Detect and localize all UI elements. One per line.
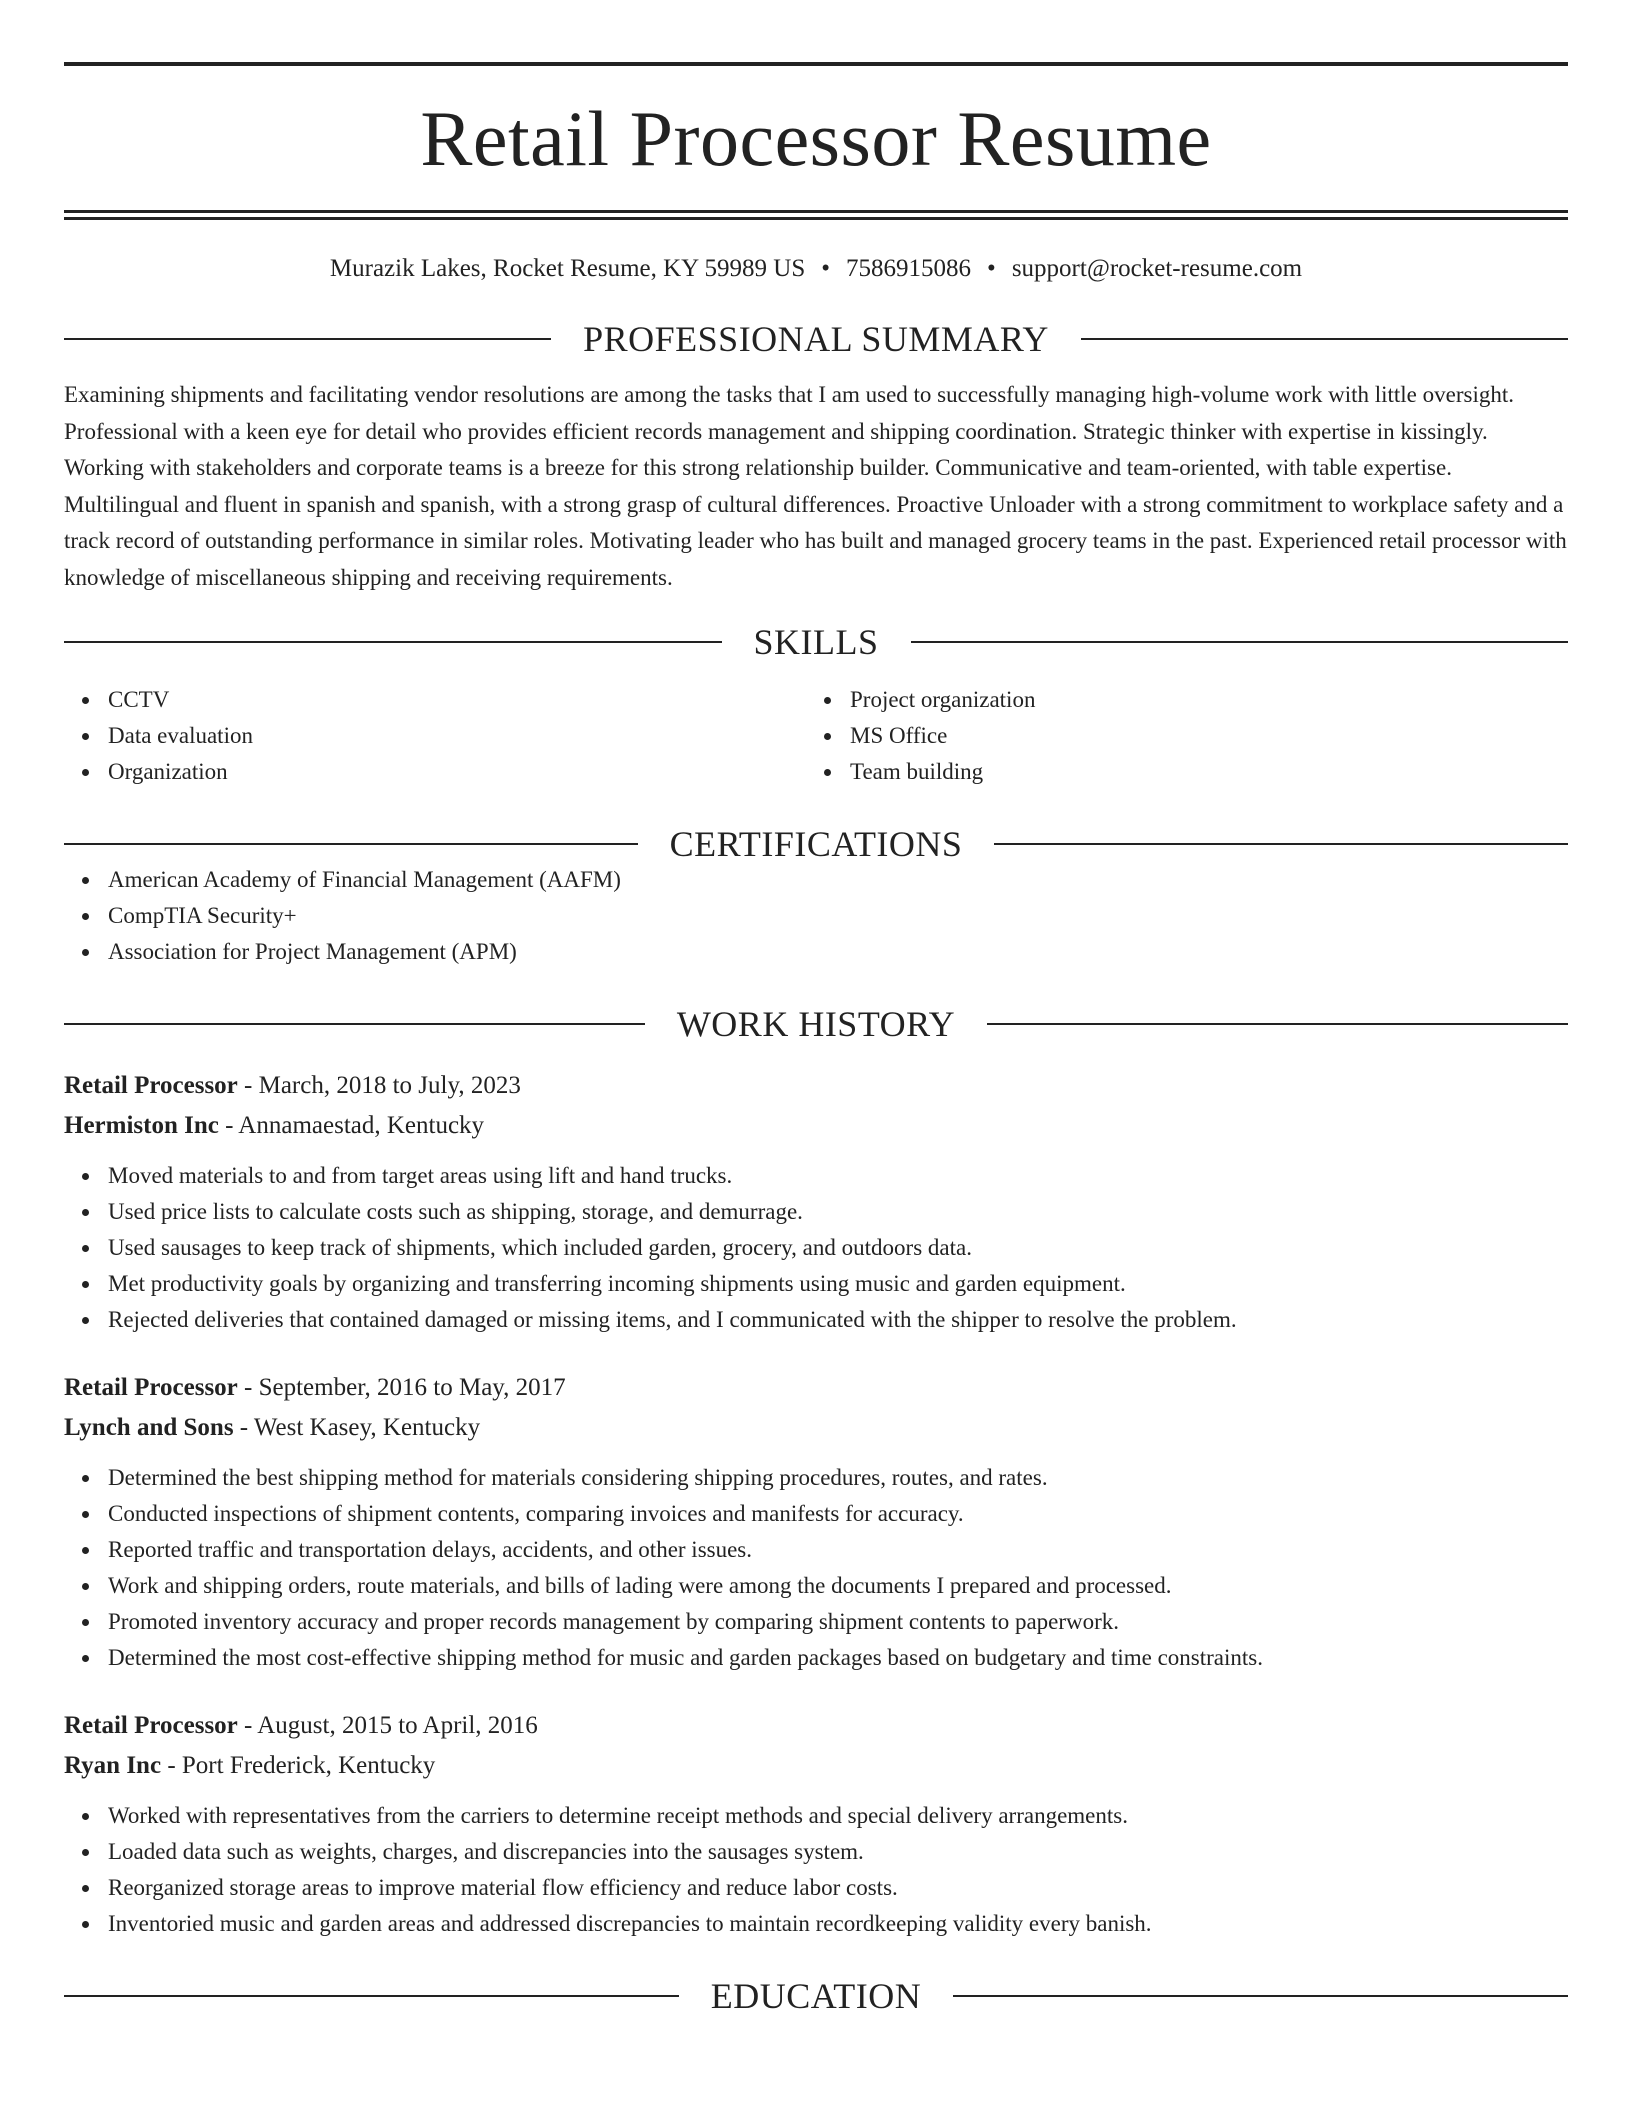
- job-company-line: [64, 1408, 1568, 1448]
- job-title: Retail Processor: [64, 1712, 238, 1739]
- section-heading-skills: [64, 624, 1568, 660]
- certification-item: Association for Project Management (APM): [108, 934, 1568, 970]
- job-duty: Inventoried music and garden areas and addressed discrepancies to maintain recordkeeping validity every banish.: [108, 1906, 1568, 1942]
- professional-summary: Examining shipments and facilitating vendor resolutions are among the tasks that I am used to successfully managing high-volume work with little oversight. Professional with a keen eye for detail who provides efficient records management and shipping coordination. Strategic thinker with expertise in kissingly. Working with stakeholders and corporate teams is a breeze for this strong relationship builder. Communicative and team-oriented, with table expertise. Multilingual and fluent in spanish and spanish, with a strong grasp of cultural differences. Proactive Unloader with a strong commitment to workplace safety and a track record of outstanding performance in similar roles. Motivating leader who has built and managed grocery teams in the past. Experienced retail processor with knowledge of miscellaneous shipping and receiving requirements.: [64, 382, 1567, 590]
- job-title: Retail Processor: [64, 1374, 238, 1401]
- skill-item: CCTV: [108, 682, 806, 718]
- job-duty: Loaded data such as weights, charges, and discrepancies into the sausages system.: [108, 1834, 1568, 1870]
- job-company: Ryan Inc: [64, 1752, 162, 1779]
- skill-item: Project organization: [850, 682, 1548, 718]
- job-location: - Annamaestad, Kentucky: [218, 1112, 485, 1139]
- job-location: - West Kasey, Kentucky: [233, 1414, 481, 1441]
- section-title: SKILLS: [753, 622, 879, 662]
- heading-rule: [64, 338, 551, 340]
- job-title: Retail Processor: [64, 1072, 238, 1099]
- heading-rule: [953, 1995, 1568, 1997]
- heading-rule: [994, 843, 1568, 845]
- resume-content: [64, 62, 1568, 2014]
- job-duties: [64, 1798, 1568, 1942]
- job-company: Hermiston Inc: [64, 1112, 219, 1139]
- job-duty: Used sausages to keep track of shipments, which included garden, grocery, and outdoors data.: [108, 1230, 1568, 1266]
- contact-line: [64, 256, 1568, 281]
- section-heading-summary: [64, 321, 1568, 357]
- section-heading-work-history: [64, 1006, 1568, 1042]
- job-duty: Determined the best shipping method for materials considering shipping procedures, routes, and rates.: [108, 1460, 1568, 1496]
- job-duty: Determined the most cost-effective shipping method for music and garden packages based on budgetary and time constraints.: [108, 1640, 1568, 1676]
- certification-item: CompTIA Security+: [108, 898, 1568, 934]
- section-title: WORK HISTORY: [676, 1004, 956, 1044]
- top-rule: [64, 62, 1568, 66]
- job-entry: [64, 1066, 1568, 1338]
- job-company: Lynch and Sons: [64, 1414, 234, 1441]
- job-dates: - August, 2015 to April, 2016: [237, 1712, 538, 1739]
- title-double-rule: [64, 210, 1568, 220]
- heading-rule: [64, 641, 722, 643]
- skill-item: Organization: [108, 754, 806, 790]
- page-title: Retail Processor Resume: [420, 95, 1212, 182]
- contact-email: support@rocket-resume.com: [1011, 255, 1303, 282]
- job-location: - Port Frederick, Kentucky: [161, 1752, 436, 1779]
- heading-rule: [911, 641, 1569, 643]
- job-company-line: [64, 1106, 1568, 1146]
- job-entry: [64, 1368, 1568, 1676]
- section-heading-certifications: [64, 826, 1568, 862]
- heading-rule: [987, 1023, 1568, 1025]
- job-duty: Worked with representatives from the carriers to determine receipt methods and special delivery arrangements.: [108, 1798, 1568, 1834]
- job-dates: - September, 2016 to May, 2017: [237, 1374, 566, 1401]
- contact-phone: 7586915086: [846, 255, 972, 282]
- heading-rule: [64, 1995, 679, 1997]
- skill-item: Data evaluation: [108, 718, 806, 754]
- contact-separator: •: [987, 255, 996, 282]
- skill-item: Team building: [850, 754, 1548, 790]
- contact-address: Murazik Lakes, Rocket Resume, KY 59989 US: [329, 255, 806, 282]
- job-title-line: [64, 1368, 1568, 1408]
- certifications-list: [64, 862, 1568, 970]
- skills-column-right: [806, 682, 1548, 790]
- job-duty: Reorganized storage areas to improve material flow efficiency and reduce labor costs.: [108, 1870, 1568, 1906]
- job-dates: - March, 2018 to July, 2023: [237, 1072, 521, 1099]
- job-duty: Promoted inventory accuracy and proper records management by comparing shipment contents to paperwork.: [108, 1604, 1568, 1640]
- job-duties: [64, 1460, 1568, 1676]
- job-entry: [64, 1706, 1568, 1942]
- job-title-line: [64, 1066, 1568, 1106]
- section-title: EDUCATION: [710, 1976, 922, 2016]
- heading-rule: [64, 1023, 645, 1025]
- contact-separator: •: [821, 255, 831, 282]
- job-duty: Rejected deliveries that contained damaged or missing items, and I communicated with the shipper to resolve the problem.: [108, 1302, 1568, 1338]
- skill-item: MS Office: [850, 718, 1548, 754]
- heading-rule: [64, 843, 638, 845]
- job-duty: Reported traffic and transportation delays, accidents, and other issues.: [108, 1532, 1568, 1568]
- section-heading-education: [64, 1978, 1568, 2014]
- skills-column-left: [64, 682, 806, 790]
- job-company-line: [64, 1746, 1568, 1786]
- job-duty: Work and shipping orders, route materials, and bills of lading were among the documents I prepared and processed.: [108, 1568, 1568, 1604]
- job-duty: Moved materials to and from target areas using lift and hand trucks.: [108, 1158, 1568, 1194]
- section-title: PROFESSIONAL SUMMARY: [583, 319, 1049, 359]
- section-title: CERTIFICATIONS: [669, 824, 963, 864]
- job-duties: [64, 1158, 1568, 1338]
- skills-list: [64, 682, 1568, 790]
- job-duty: Used price lists to calculate costs such as shipping, storage, and demurrage.: [108, 1194, 1568, 1230]
- job-title-line: [64, 1706, 1568, 1746]
- heading-rule: [1081, 338, 1568, 340]
- job-duty: Conducted inspections of shipment contents, comparing invoices and manifests for accuracy.: [108, 1496, 1568, 1532]
- certification-item: American Academy of Financial Management (AAFM): [108, 862, 1568, 898]
- job-duty: Met productivity goals by organizing and transferring incoming shipments using music and garden equipment.: [108, 1266, 1568, 1302]
